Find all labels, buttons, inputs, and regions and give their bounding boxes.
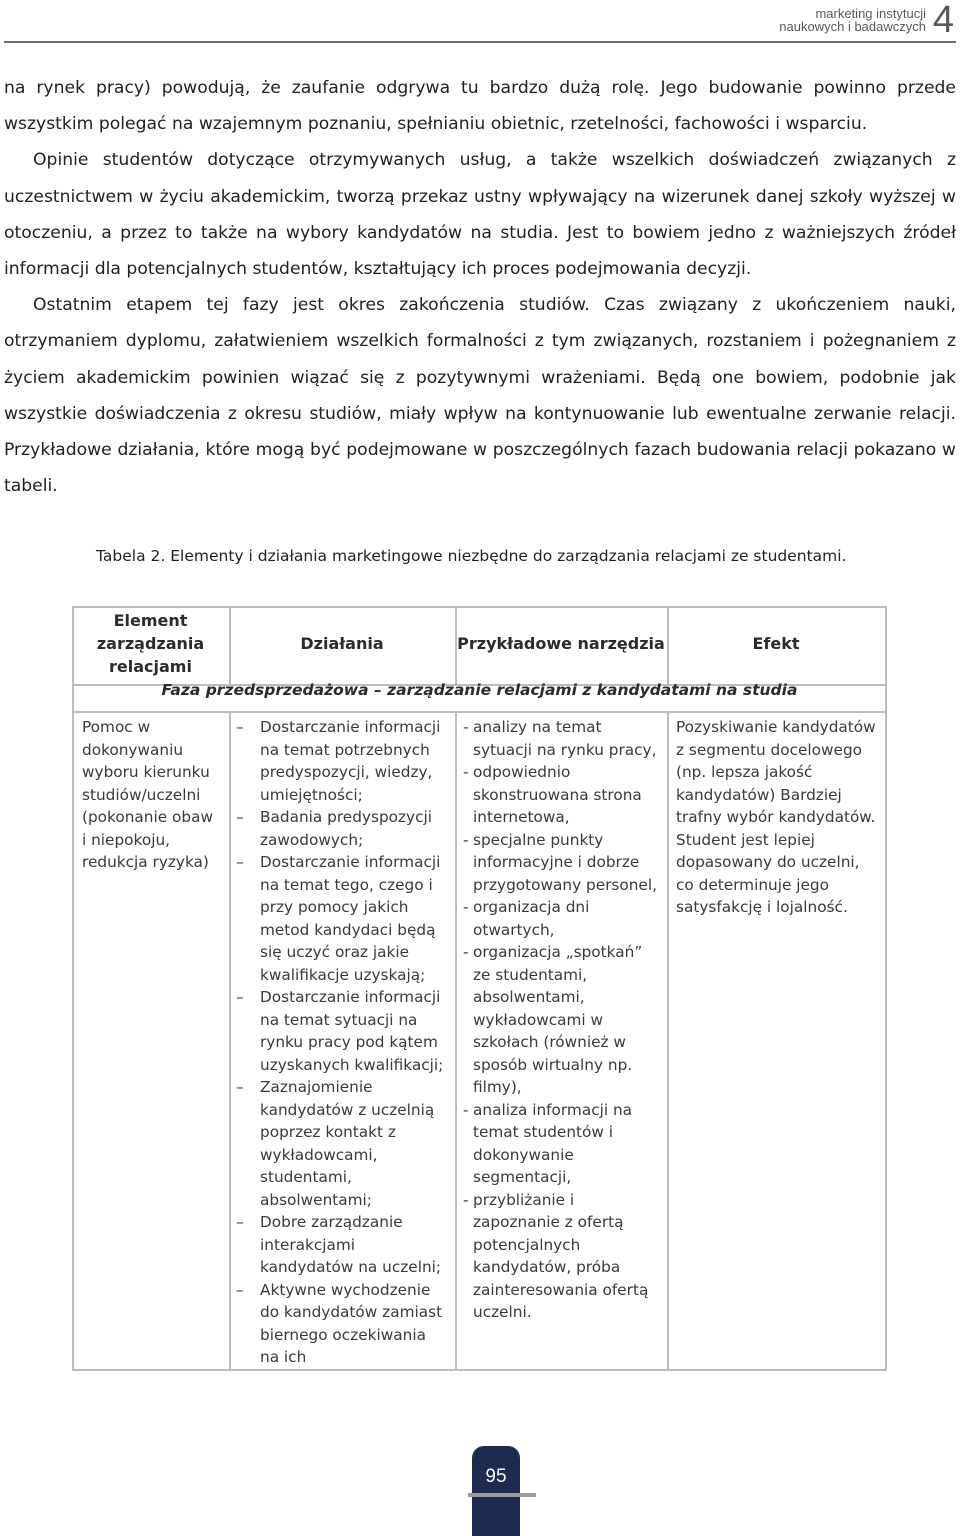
table-border-bottom bbox=[72, 1369, 887, 1371]
narzedzie-item: - analiza informacji na temat studentów i dokonywanie segmentacji, bbox=[463, 1099, 663, 1189]
dzialanie-item: – Dostarczanie informacji na temat tego, czego i przy pomocy jakich metod kandydaci będą się uczyć oraz jakie kwalifikacje uzyskają; bbox=[236, 851, 448, 986]
phase-divider-line bbox=[72, 711, 887, 713]
cell-dzialania bbox=[236, 716, 448, 1369]
table-border-right bbox=[885, 606, 887, 1371]
header-element-line-1: Element bbox=[113, 611, 188, 630]
cell-element: Pomoc w dokonywaniu wyboru kierunku studiów/uczelni (pokonanie obaw i niepokoju, redukcja ryzyka) bbox=[82, 718, 213, 871]
column-divider-2 bbox=[455, 711, 457, 1369]
paragraph-2: Opinie studentów dotyczące otrzymywanych usług, a także wszelkich doświadczeń związanych z uczestnictwem w życiu akademickim, tworzą przekaz ustny wpływający na wizerunek danej szkoły wyższej w otoczeniu, a przez to także na wybory kandydatów na studia. Jest to bowiem jedno z ważniejszych źródeł informacji dla potencjalnych studentów, kształtujący ich proces podejmowania decyzji. bbox=[4, 150, 956, 280]
dzialanie-item: – Dostarczanie informacji na temat potrzebnych predyspozycji, wiedzy, umiejętności; bbox=[236, 716, 448, 806]
header-narzedzia: Przykładowe narzędzia bbox=[457, 634, 665, 653]
page-number-tab bbox=[472, 1446, 520, 1536]
article-body bbox=[4, 70, 956, 504]
narzedzie-item: - organizacja dni otwartych, bbox=[463, 896, 663, 941]
page-number-bar bbox=[468, 1493, 536, 1497]
table-caption: Tabela 2. Elementy i działania marketingowe niezbędne do zarządzania relacjami ze studentami. bbox=[96, 547, 847, 565]
journal-title bbox=[779, 7, 926, 33]
column-divider-3 bbox=[667, 711, 669, 1369]
header-divider bbox=[4, 41, 956, 43]
header-element-line-3: relacjami bbox=[109, 657, 192, 676]
table-border-left bbox=[72, 606, 74, 1371]
issue-number: 4 bbox=[932, 0, 954, 41]
relations-table bbox=[72, 606, 887, 1371]
dzialanie-item: – Badania predyspozycji zawodowych; bbox=[236, 806, 448, 851]
column-divider-1 bbox=[229, 711, 231, 1369]
cell-efekt: Pozyskiwanie kandydatów z segmentu docelowego (np. lepsza jakość kandydatów) Bardziej trafny wybór kandydatów. Student jest lepiej dopasowany do uczelni, co determinuje jego satysfakcję i lojalność. bbox=[676, 718, 876, 916]
header-efekt: Efekt bbox=[752, 634, 800, 653]
phase-title: Faza przedsprzedażowa – zarządzanie relacjami z kandydatami na studia bbox=[161, 681, 798, 699]
paragraph-3: Ostatnim etapem tej fazy jest okres zakończenia studiów. Czas związany z ukończeniem nauki, otrzymaniem dyplomu, załatwieniem wszelkich formalności z tym związanych, rozstaniem i pożegnaniem z życiem akademickim powinien wiązać się z pozytywnymi wrażeniami. Będą one bowiem, podobnie jak wszystkie doświadczenia z okresu studiów, miały wpływ na kontynuowanie lub ewentualne zerwanie relacji. Przykładowe działania, które mogą być podejmowane w poszczególnych fazach budowania relacji pokazano w tabeli. bbox=[4, 295, 956, 497]
cell-narzedzia bbox=[463, 716, 663, 1324]
dzialanie-item: – Dostarczanie informacji na temat sytuacji na rynku pracy pod kątem uzyskanych kwalifikacji; bbox=[236, 986, 448, 1076]
dzialanie-item: – Zaznajomienie kandydatów z uczelnią poprzez kontakt z wykładowcami, studentami, absolwentami; bbox=[236, 1076, 448, 1211]
narzedzie-item: - odpowiednio skonstruowana strona internetowa, bbox=[463, 761, 663, 829]
header-dzialania: Działania bbox=[300, 634, 384, 653]
narzedzie-item: - specjalne punkty informacyjne i dobrze przygotowany personel, bbox=[463, 829, 663, 897]
table-border-top bbox=[72, 606, 887, 608]
header-element-line-2: zarządzania bbox=[96, 634, 205, 653]
page-number: 95 bbox=[485, 1466, 507, 1487]
journal-title-line-2: naukowych i badawczych bbox=[779, 19, 926, 34]
narzedzie-item: - organizacja „spotkań” ze studentami, absolwentami, wykładowcami w szkołach (również w sposób wirtualny np. filmy), bbox=[463, 941, 663, 1099]
journal-title-line-1: marketing instytucji bbox=[815, 6, 926, 21]
narzedzie-item: - analizy na temat sytuacji na rynku pracy, bbox=[463, 716, 663, 761]
narzedzie-item: - przybliżanie i zapoznanie z ofertą potencjalnych kandydatów, próba zainteresowania ofertą uczelni. bbox=[463, 1189, 663, 1324]
paragraph-1: na rynek pracy) powodują, że zaufanie odgrywa tu bardzo dużą rolę. Jego budowanie powinno przede wszystkim polegać na wzajemnym poznaniu, spełnianiu obietnic, rzetelności, fachowości i wsparciu. bbox=[4, 78, 956, 135]
running-header bbox=[0, 0, 960, 44]
dzialanie-item: – Aktywne wychodzenie do kandydatów zamiast biernego oczekiwania na ich bbox=[236, 1279, 448, 1369]
dzialanie-item: – Dobre zarządzanie interakcjami kandydatów na uczelni; bbox=[236, 1211, 448, 1279]
header-element bbox=[72, 609, 229, 678]
